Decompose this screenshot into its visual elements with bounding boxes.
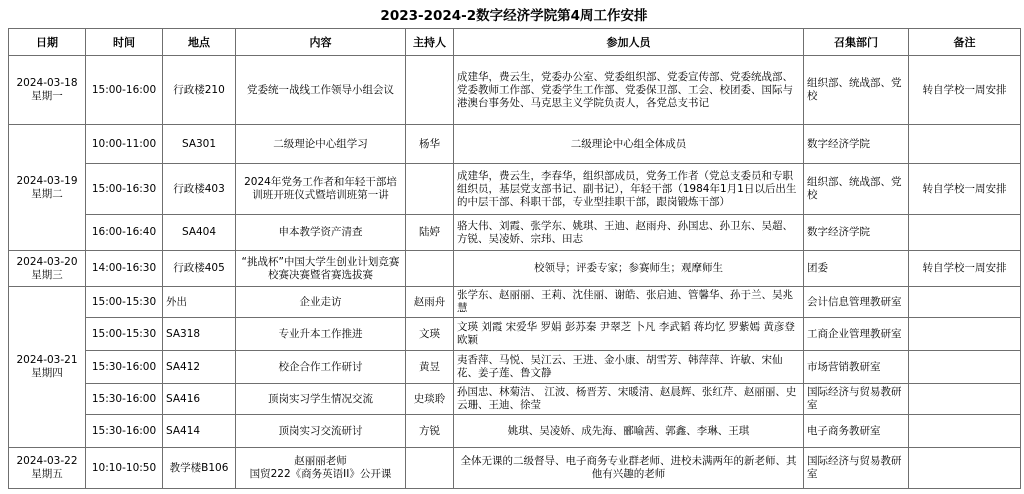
department-cell[interactable]: 组织部、统战部、党校 [804, 164, 909, 215]
content-cell[interactable]: “挑战杯”中国大学生创业计划竞赛校赛决赛暨省赛选拔赛 [236, 251, 406, 287]
host-cell[interactable]: 方锐 [406, 415, 454, 448]
note-cell[interactable] [909, 318, 1021, 351]
time-cell[interactable]: 15:00-16:30 [86, 164, 163, 215]
date-cell-tue[interactable] [9, 125, 86, 251]
host-cell[interactable]: 杨华 [406, 125, 454, 164]
attendees-cell[interactable]: 张学东、赵丽丽、王莉、沈佳丽、谢皓、张启迪、管馨华、孙于兰、吴兆慧 [454, 287, 804, 318]
table-row [9, 215, 1021, 251]
note-cell[interactable] [909, 384, 1021, 415]
department-cell[interactable]: 市场营销教研室 [804, 351, 909, 384]
place-cell[interactable]: SA412 [163, 351, 236, 384]
time-cell[interactable]: 15:00-15:30 [86, 287, 163, 318]
date-text: 2024-03-19 [16, 174, 78, 187]
date-text: 2024-03-22 [16, 455, 78, 467]
date-cell-wed[interactable] [9, 251, 86, 287]
place-cell[interactable]: 行政楼403 [163, 164, 236, 215]
note-cell[interactable]: 转自学校一周安排 [909, 164, 1021, 215]
place-cell[interactable]: SA414 [163, 415, 236, 448]
note-cell[interactable]: 转自学校一周安排 [909, 251, 1021, 287]
table-row [9, 351, 1021, 384]
attendees-cell[interactable]: 二级理论中心组全体成员 [454, 125, 804, 164]
time-cell[interactable]: 15:00-16:00 [86, 56, 163, 125]
time-cell[interactable]: 16:00-16:40 [86, 215, 163, 251]
attendees-cell[interactable]: 文瑛 刘霞 宋爱华 罗娟 彭苏秦 尹翠芝 卜凡 李武韬 蒋均忆 罗紫嫣 黄彦登 欧颖 [454, 318, 804, 351]
content-cell[interactable]: 顶岗实习学生情况交流 [236, 384, 406, 415]
content-cell[interactable]: 二级理论中心组学习 [236, 125, 406, 164]
time-cell[interactable]: 10:10-10:50 [86, 448, 163, 489]
place-cell[interactable]: SA404 [163, 215, 236, 251]
host-cell[interactable] [406, 56, 454, 125]
attendees-cell[interactable]: 成建华，费云生，党委办公室、党委组织部、党委宣传部、党委统战部、党委教师工作部、党委学生工作部、党委保卫部、工会、校团委、国际与港澳台事务处、马克思主义学院负责人，各党总支书记 [454, 56, 804, 125]
table-row [9, 56, 1021, 125]
department-cell[interactable]: 会计信息管理教研室 [804, 287, 909, 318]
table-row [9, 448, 1021, 489]
host-cell[interactable] [406, 164, 454, 215]
time-cell[interactable]: 10:00-11:00 [86, 125, 163, 164]
header-row [9, 29, 1021, 56]
weekday-text: 星期五 [31, 468, 63, 480]
schedule-table [8, 28, 1021, 489]
weekday-text: 星期一 [31, 90, 63, 102]
department-cell[interactable]: 数字经济学院 [804, 215, 909, 251]
note-cell[interactable] [909, 351, 1021, 384]
content-cell[interactable]: 2024年党务工作者和年轻干部培训班开班仪式暨培训班第一讲 [236, 164, 406, 215]
department-cell[interactable]: 国际经济与贸易教研室 [804, 448, 909, 489]
content-cell[interactable]: 企业走访 [236, 287, 406, 318]
time-cell[interactable]: 15:30-16:00 [86, 384, 163, 415]
host-cell[interactable] [406, 251, 454, 287]
note-cell[interactable] [909, 448, 1021, 489]
weekday-text: 星期四 [31, 367, 63, 379]
note-cell[interactable] [909, 215, 1021, 251]
place-cell[interactable]: 行政楼405 [163, 251, 236, 287]
content-cell[interactable]: 申本教学资产清查 [236, 215, 406, 251]
place-cell[interactable]: SA318 [163, 318, 236, 351]
time-cell[interactable]: 15:30-16:00 [86, 415, 163, 448]
place-cell[interactable]: 外出 [163, 287, 236, 318]
weekday-text: 星期三 [31, 268, 63, 281]
note-cell[interactable] [909, 287, 1021, 318]
content-cell[interactable]: 赵丽丽老师 国贸222《商务英语II》公开课 [236, 448, 406, 489]
place-cell[interactable]: SA301 [163, 125, 236, 164]
host-cell[interactable]: 文瑛 [406, 318, 454, 351]
header-host[interactable]: 主持人 [406, 29, 454, 56]
department-cell[interactable]: 团委 [804, 251, 909, 287]
host-cell[interactable]: 黄昱 [406, 351, 454, 384]
host-cell[interactable] [406, 448, 454, 489]
attendees-cell[interactable]: 骆大伟、刘霞、张学东、姚琪、王迪、赵雨舟、孙国忠、孙卫东、吴超、方锐、吴凌娇、宗玮、田志 [454, 215, 804, 251]
table-row [9, 415, 1021, 448]
header-content[interactable]: 内容 [236, 29, 406, 56]
date-text: 2024-03-20 [16, 255, 78, 268]
content-cell[interactable]: 党委统一战线工作领导小组会议 [236, 56, 406, 125]
department-cell[interactable]: 数字经济学院 [804, 125, 909, 164]
header-date[interactable]: 日期 [9, 29, 86, 56]
header-attendees[interactable]: 参加人员 [454, 29, 804, 56]
department-cell[interactable]: 电子商务教研室 [804, 415, 909, 448]
table-row [9, 251, 1021, 287]
table-row [9, 287, 1021, 318]
table-row [9, 384, 1021, 415]
note-cell[interactable] [909, 415, 1021, 448]
table-row [9, 125, 1021, 164]
table-row [9, 318, 1021, 351]
time-cell[interactable]: 15:30-16:00 [86, 351, 163, 384]
header-note[interactable]: 备注 [909, 29, 1021, 56]
time-cell[interactable]: 15:00-15:30 [86, 318, 163, 351]
sheet-title: 2023-2024-2数字经济学院第4周工作安排 [380, 8, 648, 24]
attendees-cell[interactable]: 夷香萍、马悦、吴江云、王进、金小康、胡雪芳、韩萍萍、许敏、宋仙花、姜子莲、鲁文静 [454, 351, 804, 384]
attendees-cell[interactable]: 成建华，费云生，李春华，组织部成员，党务工作者（党总支委员和专职组织员，基层党支部书记、副书记），年轻干部（1984年1月1日以后出生的中层干部、科职干部，专业型挂职干部，跟岗锻炼干部） [454, 164, 804, 215]
date-cell-fri[interactable] [9, 448, 86, 489]
department-cell[interactable]: 工商企业管理教研室 [804, 318, 909, 351]
date-cell-thu[interactable] [9, 287, 86, 448]
date-cell-mon[interactable] [9, 56, 86, 125]
date-text: 2024-03-18 [16, 77, 78, 89]
header-place[interactable]: 地点 [163, 29, 236, 56]
header-time[interactable]: 时间 [86, 29, 163, 56]
attendees-cell[interactable]: 孙国忠、林菊洁、 江波、杨晋芳、宋暖清、赵晨辉、张红芹、赵丽丽、史云珊、王迪、徐莹 [454, 384, 804, 415]
attendees-cell[interactable]: 校领导；评委专家；参赛师生；观摩师生 [454, 251, 804, 287]
host-cell[interactable]: 史琰聆 [406, 384, 454, 415]
content-cell[interactable]: 校企合作工作研讨 [236, 351, 406, 384]
date-text: 2024-03-21 [16, 354, 78, 366]
table-row [9, 164, 1021, 215]
place-cell[interactable]: 教学楼B106 [163, 448, 236, 489]
department-cell[interactable]: 组织部、统战部、党校 [804, 56, 909, 125]
header-department[interactable]: 召集部门 [804, 29, 909, 56]
time-cell[interactable]: 14:00-16:30 [86, 251, 163, 287]
note-cell[interactable] [909, 125, 1021, 164]
note-cell[interactable]: 转自学校一周安排 [909, 56, 1021, 125]
place-cell[interactable]: 行政楼210 [163, 56, 236, 125]
weekday-text: 星期二 [31, 187, 63, 200]
content-cell[interactable]: 顶岗实习交流研讨 [236, 415, 406, 448]
department-cell[interactable]: 国际经济与贸易教研室 [804, 384, 909, 415]
host-cell[interactable]: 陆婷 [406, 215, 454, 251]
attendees-cell[interactable]: 姚琪、吴凌娇、成先海、郦喻茜、郭鑫、李琳、王琪 [454, 415, 804, 448]
attendees-cell[interactable]: 全体无课的二级督导、电子商务专业群老师、进校未满两年的新老师、其他有兴趣的老师 [454, 448, 804, 489]
content-cell[interactable]: 专业升本工作推进 [236, 318, 406, 351]
host-cell[interactable]: 赵雨舟 [406, 287, 454, 318]
place-cell[interactable]: SA416 [163, 384, 236, 415]
